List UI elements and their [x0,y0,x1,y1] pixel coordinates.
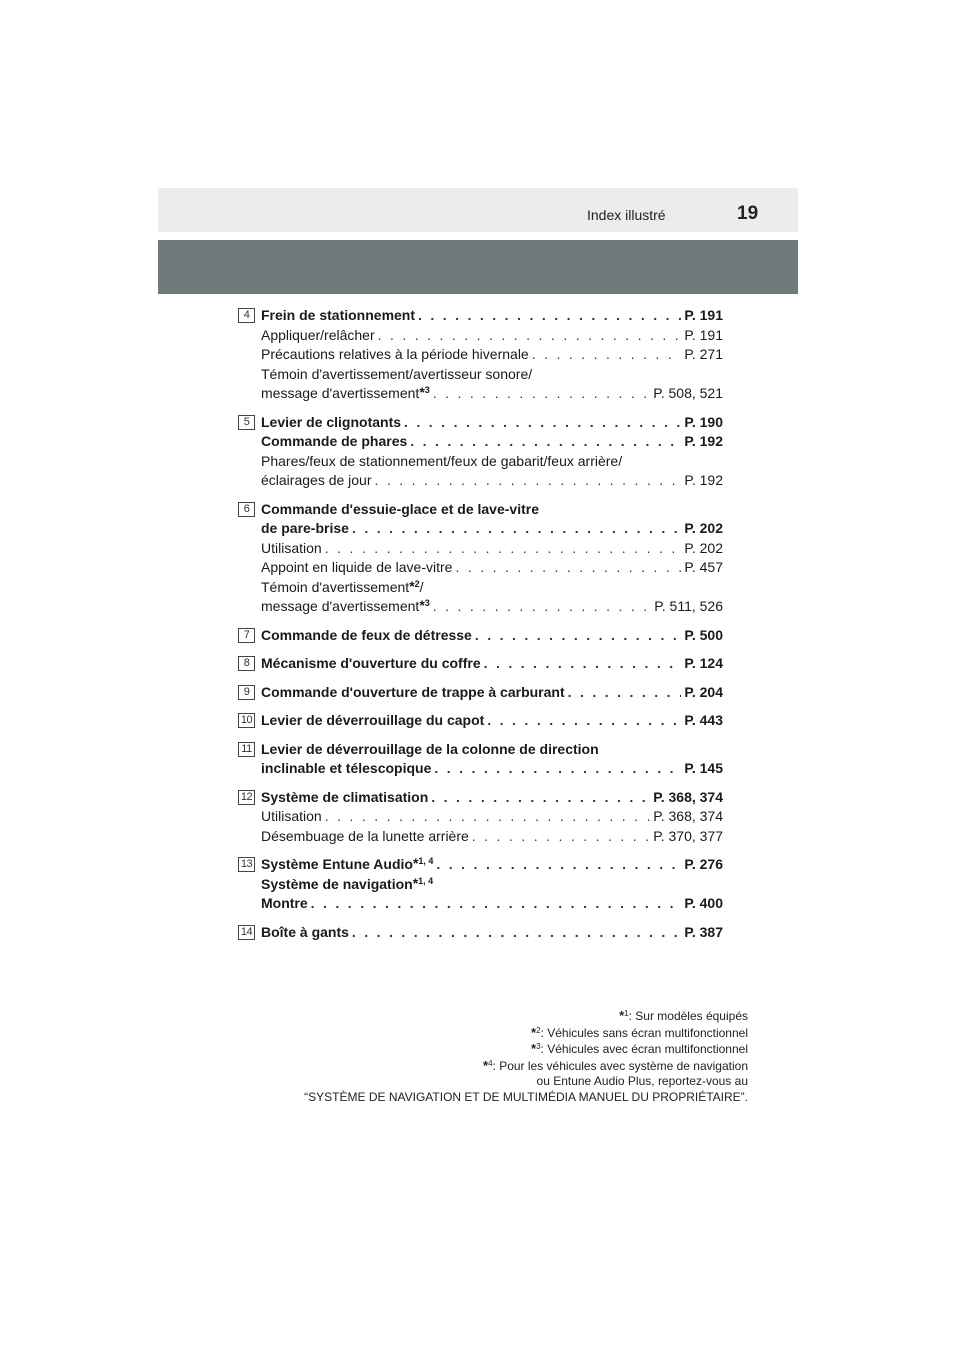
page-reference: P. 457 [684,559,723,575]
page-reference: P. 271 [684,346,723,362]
footnote-asterisk: * [619,1008,625,1023]
entry-label: Commande d'ouverture de trappe à carburant [261,683,565,700]
index-entry [238,306,723,404]
index-heading-line [261,432,723,452]
index-heading-line [261,306,723,326]
callout-number-badge: 4 [238,308,255,323]
footnote-reference: 1, 4 [418,875,434,886]
index-heading-line [261,500,723,520]
entry-label: Système de climatisation [261,788,429,805]
index-entry [238,788,723,847]
index-entry [238,500,723,617]
entry-label: Levier de déverrouillage de la colonne de direction [261,740,599,757]
page-reference: P. 400 [684,895,723,911]
page-reference: P. 500 [684,626,723,643]
footnote-mark: 2 [536,1025,541,1035]
entry-label: Boîte à gants [261,923,349,940]
index-entry [238,711,723,731]
footnote-asterisk: * [419,384,425,400]
index-entry [238,654,723,674]
entry-label: Appoint en liquide de lave-vitre [261,559,453,575]
footnote-asterisk: * [412,855,419,871]
index-subitem-line [261,578,723,598]
callout-number-badge: 14 [238,925,255,940]
entry-label: Commande d'essuie-glace et de lave-vitre [261,500,539,517]
entry-label: Levier de clignotants [261,413,402,430]
section-title: Index illustré [587,207,666,223]
index-heading-line [261,759,723,779]
entry-label: de pare-brise [261,520,349,536]
page-reference: P. 508, 521 [653,385,723,401]
entry-label: Système Entune Audio [261,856,413,872]
dot-leader [325,807,650,827]
dot-leader [375,471,682,491]
index-subitem-line [261,807,723,827]
index-heading-line [261,683,723,703]
entry-label: Commande de feux de détresse [261,626,472,643]
callout-number-badge: 12 [238,790,255,805]
callout-number-badge: 7 [238,628,255,643]
index-heading-line [261,740,723,760]
index-entry [238,413,723,491]
dot-leader [404,413,681,433]
footnote-line [304,1041,748,1058]
dot-leader [378,326,682,346]
dot-leader [418,306,681,326]
dot-leader [433,384,650,404]
index-heading-line [261,654,723,674]
dot-leader [352,519,681,539]
callout-number-badge: 9 [238,685,255,700]
entry-label: Précautions relatives à la période hivernale [261,346,529,362]
dot-leader [484,654,682,674]
page-reference: P. 192 [684,472,723,488]
entry-label: Système de navigation [261,875,413,892]
dot-leader [532,345,682,365]
footnote-asterisk: * [412,874,419,891]
footnote-line [304,1025,748,1042]
index-entry [238,626,723,646]
index-entry [238,740,723,779]
footnote-text: : Véhicules avec écran multifonctionnel [540,1042,748,1056]
callout-number-badge: 13 [238,857,255,872]
page-reference: P. 191 [684,307,723,323]
entry-label: Mécanisme d'ouverture du coffre [261,655,481,671]
entry-label: Frein de stationnement [261,307,416,323]
callout-number-badge: 6 [238,502,255,517]
entry-label: Commande de phares [261,433,408,449]
index-heading-line [261,413,723,433]
index-entry [238,683,723,703]
footnote-reference: 3 [424,385,430,395]
index-entries [238,306,723,951]
footnote-text: ou Entune Audio Plus, reportez-vous au [536,1074,748,1088]
index-heading-line [261,788,723,808]
dot-leader [568,683,682,703]
entry-label: Phares/feux de stationnement/feux de gabarit/feux arrière/ [261,452,623,469]
dot-leader [436,855,681,875]
index-subitem-line [261,384,723,404]
index-subitem-line [261,452,723,472]
index-subitem-line [261,471,723,491]
dot-leader [352,923,681,943]
index-heading-line [261,626,723,646]
callout-number-badge: 8 [238,656,255,671]
entry-label: Utilisation [261,539,322,556]
page-reference: P. 443 [684,712,723,728]
index-entry [238,923,723,943]
index-subitem-line [261,345,723,365]
page-reference: P. 191 [684,326,723,343]
dot-leader [434,759,681,779]
index-subitem-line [261,597,723,617]
index-entry [238,855,723,914]
index-heading-line [261,519,723,539]
page-reference: P. 204 [684,683,723,700]
index-heading-line [261,923,723,943]
page-reference: P. 192 [684,433,723,449]
dot-leader [433,597,651,617]
entry-label: Levier de déverrouillage du capot [261,712,485,728]
footnote-asterisk: * [409,577,415,594]
index-subitem-line [261,365,723,385]
page-number: 19 [737,203,759,224]
page-reference: P. 202 [684,520,723,536]
entry-label: Montre [261,895,308,911]
footnote-line [304,1058,748,1075]
callout-number-badge: 5 [238,415,255,430]
index-subitem-line [261,539,723,559]
footnote-line [304,1008,748,1025]
dot-leader [431,788,650,808]
page-reference: P. 387 [684,923,723,940]
dot-leader [487,711,681,731]
entry-label: Utilisation [261,808,322,824]
entry-label: inclinable et télescopique [261,760,432,776]
footnote-mark: 3 [536,1042,541,1051]
dot-leader [472,827,650,847]
page-reference: P. 368, 374 [653,788,723,805]
footnote-text: : Sur modèles équipés [628,1009,748,1023]
entry-label: Témoin d'avertissement [261,578,410,595]
footnote-line [304,1090,748,1106]
footnote-reference: 1, 4 [418,856,434,866]
page-reference: P. 368, 374 [653,808,723,824]
page-reference: P. 145 [684,760,723,776]
entry-label: Désembuage de la lunette arrière [261,827,469,844]
dot-leader [455,558,681,578]
dot-leader [311,894,682,914]
entry-label: message d'avertissement [261,385,420,401]
header-band [158,188,798,232]
index-heading-line [261,875,723,895]
callout-number-badge: 10 [238,713,255,728]
footnote-asterisk: * [531,1041,537,1056]
footnote-line [304,1074,748,1090]
dot-leader [475,626,681,646]
page-reference: P. 511, 526 [654,598,723,614]
index-heading-line [261,894,723,914]
index-heading-line [261,711,723,731]
entry-label: Appliquer/relâcher [261,326,375,343]
footnote-asterisk: * [531,1024,537,1040]
page-reference: P. 190 [684,413,723,430]
index-subitem-line [261,326,723,346]
dot-leader [410,432,681,452]
footnote-text: “SYSTÈME DE NAVIGATION ET DE MULTIMÉDIA MANUEL DU PROPRIÉTAIRE”. [304,1089,748,1104]
index-heading-line [261,855,723,875]
footnote-asterisk: * [419,597,425,613]
index-subitem-line [261,827,723,847]
footnote-reference: 2 [414,578,420,589]
footnote-reference: 3 [424,598,430,608]
footnote-text: : Pour les véhicules avec système de navigation [492,1058,748,1073]
page-reference: P. 124 [684,655,723,671]
footnote-mark: 4 [488,1058,493,1068]
footnote-asterisk: * [483,1057,489,1073]
page-reference: P. 202 [684,539,723,556]
dot-leader [325,539,682,559]
footnote-mark: 1 [624,1009,629,1018]
index-subitem-line [261,558,723,578]
footnote-text: : Véhicules sans écran multifonctionnel [540,1025,748,1040]
entry-label: message d'avertissement [261,598,420,614]
footnotes [304,1008,748,1105]
entry-label: Témoin d'avertissement/avertisseur sonore/ [261,365,533,382]
page-reference: P. 276 [684,856,723,872]
section-banner [158,240,798,294]
entry-label-suffix: / [419,578,424,595]
callout-number-badge: 11 [238,742,255,757]
page-reference: P. 370, 377 [653,827,723,844]
entry-label: éclairages de jour [261,472,372,488]
